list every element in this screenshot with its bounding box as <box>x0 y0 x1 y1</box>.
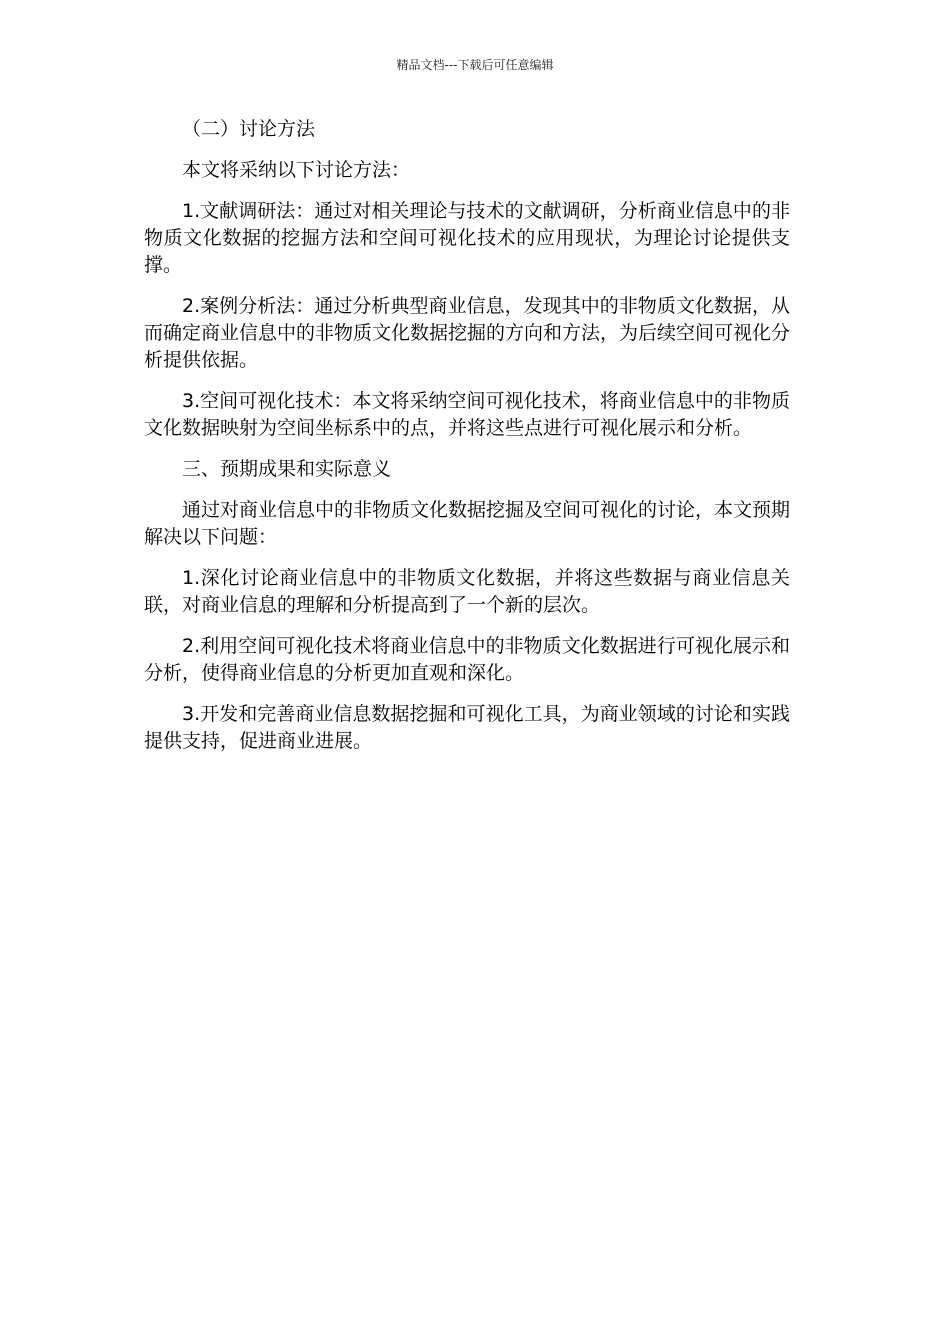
paragraph-method-literature: 1.文献调研法：通过对相关理论与技术的文献调研，分析商业信息中的非物质文化数据的挖掘方法和空间可视化技术的应用现状，为理论讨论提供支撑。 <box>144 200 790 276</box>
section-heading-outcomes: 三、预期成果和实际意义 <box>182 458 392 480</box>
page-header: 精品文档---下载后可任意编辑 <box>396 58 554 72</box>
paragraph-method-case: 2.案例分析法：通过分析典型商业信息，发现其中的非物质文化数据，从而确定商业信息中的非物质文化数据挖掘的方向和方法，为后续空间可视化分析提供依据。 <box>144 295 791 371</box>
paragraph-outcome-3: 3.开发和完善商业信息数据挖掘和可视化工具，为商业领域的讨论和实践提供支持，促进商业进展。 <box>144 703 790 752</box>
section-heading-methods: （二）讨论方法 <box>182 118 316 140</box>
paragraph-method-spatial: 3.空间可视化技术：本文将采纳空间可视化技术，将商业信息中的非物质文化数据映射为空间坐标系中的点，并将这些点进行可视化展示和分析。 <box>144 390 790 439</box>
paragraph-intro-methods: 本文将采纳以下讨论方法： <box>182 159 411 181</box>
paragraph-outcome-2: 2.利用空间可视化技术将商业信息中的非物质文化数据进行可视化展示和分析，使得商业信息的分析更加直观和深化。 <box>144 635 790 684</box>
document-body <box>144 116 790 769</box>
paragraph-intro-outcomes: 通过对商业信息中的非物质文化数据挖掘及空间可视化的讨论，本文预期解决以下问题： <box>144 499 791 548</box>
paragraph-outcome-1: 1.深化讨论商业信息中的非物质文化数据，并将这些数据与商业信息关联，对商业信息的理解和分析提高到了一个新的层次。 <box>144 567 790 616</box>
